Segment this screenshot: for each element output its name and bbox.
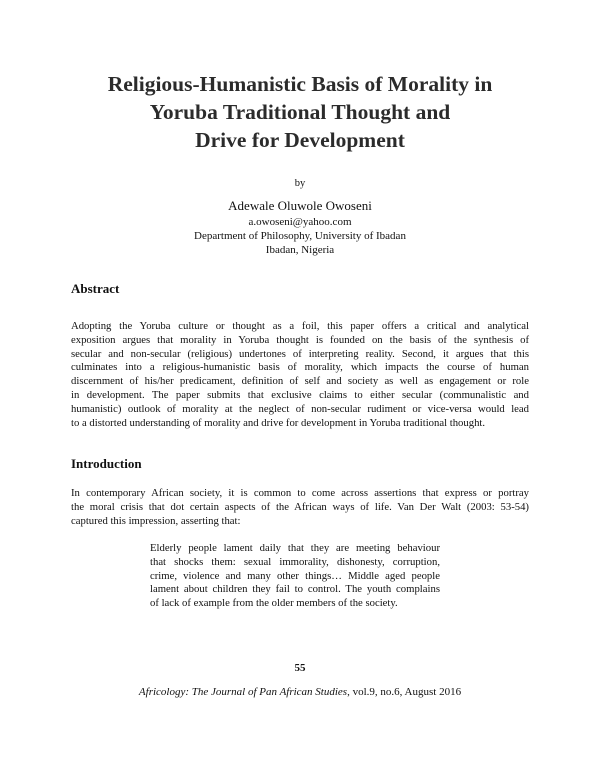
abstract-line: Adopting the Yoruba culture or thought as a foil, this paper offers a critical and analytical [71,320,529,332]
paper-title [0,70,600,154]
abstract-line: exposition argues that morality in Yoruba thought is founded on the basis of the synthesis of [71,333,529,346]
intro-line: In contemporary African society, it is common to come across assertions that express or portray [71,487,529,499]
abstract-line: in development. The paper submits that exclusive claims to either secular (communalistic and [71,388,529,401]
title-line-2: Yoruba Traditional Thought and [149,100,451,124]
introduction-paragraph [71,487,529,528]
abstract-line: secular and non-secular (religious) undertones of interpreting reality. Second, it argues that this [71,347,529,360]
introduction-heading: Introduction [71,456,142,471]
author-department: Department of Philosophy, University of Ibadan [194,230,406,242]
journal-issue: , vol.9, no.6, August 2016 [347,686,462,698]
abstract-line: discernment of his/her predicament, definition of self and society as well as engagement or role [71,375,529,388]
author-affiliation [0,215,600,257]
journal-footer [0,686,600,698]
quote-line: of lack of example from the older members of the society. [150,597,398,610]
journal-name: Africology: The Journal of Pan African Studies [138,686,348,698]
title-line-1: Religious-Humanistic Basis of Morality in [107,72,493,96]
quote-line: Elderly people lament daily that they are meeting behaviour [150,542,440,554]
quote-line: lament about children they fail to control. The youth complains [150,583,440,596]
quote-line: that shocks them: sexual immorality, dishonesty, corruption, [150,555,440,568]
by-label: by [294,178,306,189]
title-line-3: Drive for Development [195,128,405,152]
author-location: Ibadan, Nigeria [265,244,335,256]
author-name: Adewale Oluwole Owoseni [228,198,372,213]
quote-line: crime, violence and many other things… Middle aged people [150,569,440,582]
intro-line: captured this impression, asserting that: [71,514,241,527]
abstract-line: culminates into a religious-humanistic basis of morality, which impacts the course of human [71,361,529,374]
block-quote [150,542,440,611]
abstract-line: to a distorted understanding of morality and drive for development in Yoruba traditional thought. [71,416,486,429]
page-number: 55 [294,662,306,674]
author-email: a.owoseni@yahoo.com [248,216,352,228]
intro-line: the moral crisis that dot certain aspects of the African ways of life. Van Der Walt (2003: 53-54) [71,500,529,513]
abstract-heading: Abstract [71,281,120,296]
abstract-paragraph [71,320,529,430]
abstract-line: humanistic) outlook of morality at the neglect of non-secular rudiment or vice-versa would lead [71,402,529,415]
